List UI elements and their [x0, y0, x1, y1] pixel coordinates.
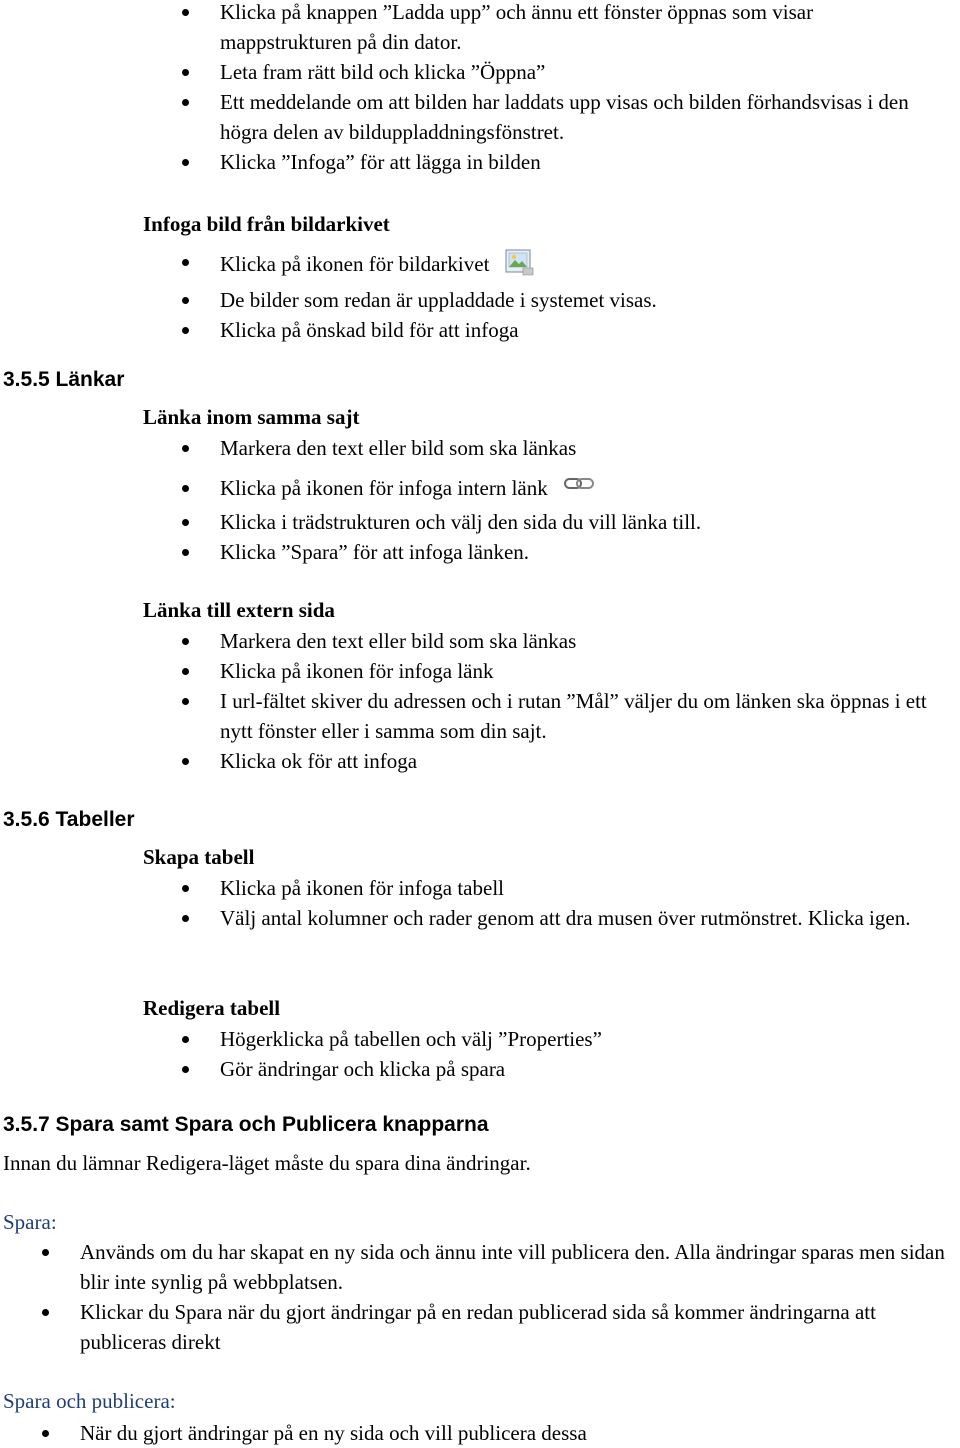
create-table-bullet-list [220, 873, 940, 933]
internal-link-heading: Länka inom samma sajt [143, 405, 360, 429]
section-heading-save: 3.5.7 Spara samt Spara och Publicera knapparna [3, 1113, 489, 1136]
list-item: Välj antal kolumner och rader genom att dra musen över rutmönstret. Klicka igen. [220, 903, 940, 933]
create-table-heading: Skapa tabell [143, 845, 255, 869]
section-heading-links: 3.5.5 Länkar [3, 368, 125, 391]
list-item: Markera den text eller bild som ska länkas [220, 626, 958, 656]
list-item: Klicka på ikonen för infoga tabell [220, 873, 940, 903]
list-item: Klicka ok för att infoga [220, 746, 958, 776]
list-item: Klicka i trädstrukturen och välj den sida du vill länka till. [220, 507, 950, 537]
list-item: Leta fram rätt bild och klicka ”Öppna” [220, 57, 950, 87]
save-bullet-list [80, 1237, 958, 1357]
list-item: Ett meddelande om att bilden har laddats upp visas och bilden förhandsvisas i den högra delen av bilduppladdningsfönstret. [220, 87, 950, 147]
list-item-text: Klicka på ikonen för infoga intern länk [220, 476, 548, 500]
list-item: I url-fältet skiver du adressen och i rutan ”Mål” väljer du om länken ska öppnas i ett nytt fönster eller i samma som din sajt. [220, 686, 958, 746]
list-item: Används om du har skapat en ny sida och ännu inte vill publicera den. Alla ändringar sparas men sidan blir inte synlig på webbplatsen. [80, 1237, 958, 1297]
edit-table-heading: Redigera tabell [143, 996, 281, 1020]
list-item: Klicka på knappen ”Ladda upp” och ännu ett fönster öppnas som visar mappstrukturen på din dator. [220, 0, 950, 57]
list-item: Klicka ”Infoga” för att lägga in bilden [220, 147, 950, 177]
list-item: De bilder som redan är uppladdade i systemet visas. [220, 285, 950, 315]
list-item: När du gjort ändringar på en ny sida och vill publicera dessa [80, 1418, 958, 1448]
list-item: Högerklicka på tabellen och välj ”Properties” [220, 1024, 940, 1054]
list-item [220, 247, 950, 285]
section-heading-tables: 3.5.6 Tabeller [3, 808, 135, 831]
list-item: Gör ändringar och klicka på spara [220, 1054, 940, 1084]
image-archive-icon [503, 247, 535, 285]
list-item: Klicka på ikonen för infoga länk [220, 656, 958, 686]
save-intro-text: Innan du lämnar Redigera-läget måste du spara dina ändringar. [3, 1151, 531, 1175]
publish-heading: Spara och publicera: [3, 1389, 176, 1413]
edit-table-bullet-list [220, 1024, 940, 1084]
list-item: Klickar du Spara när du gjort ändringar på en redan publicerad sida så kommer ändringarna att publiceras direkt [80, 1297, 958, 1357]
archive-heading: Infoga bild från bildarkivet [143, 212, 390, 236]
list-item [220, 473, 950, 507]
list-item: Markera den text eller bild som ska länkas [220, 433, 950, 463]
list-item: Klicka ”Spara” för att infoga länken. [220, 537, 950, 567]
external-link-heading: Länka till extern sida [143, 598, 335, 622]
internal-link-bullet-list [220, 433, 950, 567]
intro-bullet-list [220, 0, 950, 177]
archive-bullet-list [220, 247, 950, 345]
list-item: Klicka på önskad bild för att infoga [220, 315, 950, 345]
internal-link-icon [561, 473, 599, 507]
list-item-text: Klicka på ikonen för bildarkivet [220, 251, 490, 276]
publish-bullet-list [80, 1418, 958, 1448]
save-heading: Spara: [3, 1210, 57, 1234]
external-link-bullet-list [220, 626, 958, 776]
